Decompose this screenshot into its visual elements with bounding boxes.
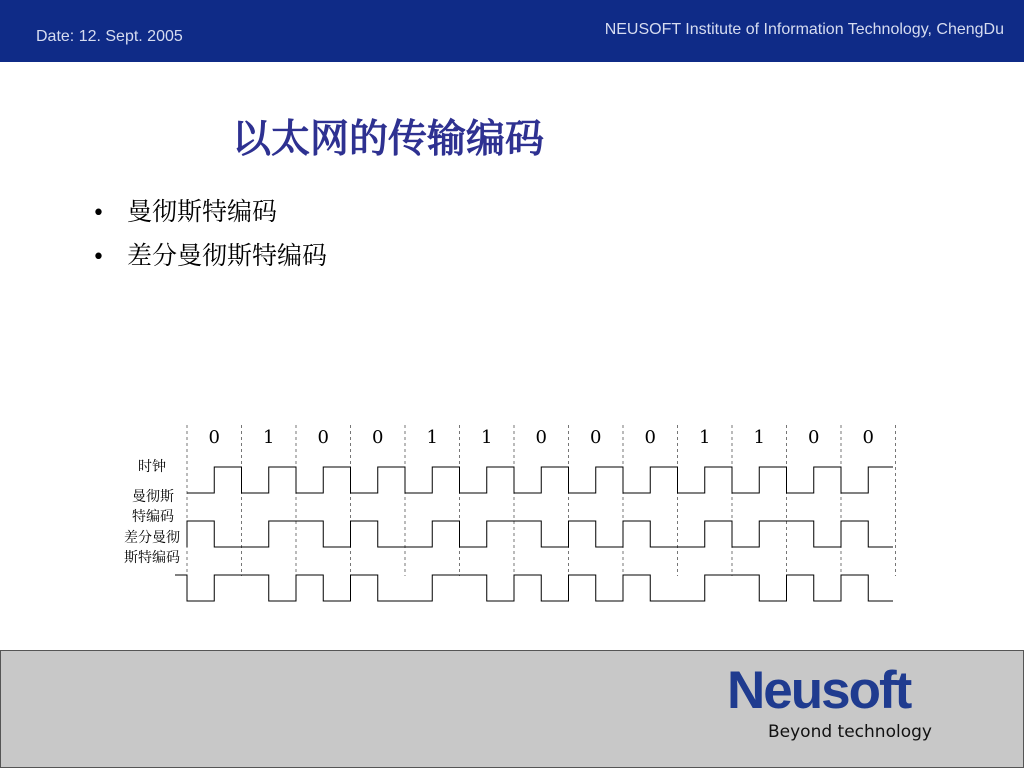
bit-label: 0 — [208, 427, 220, 448]
bit-label: 0 — [590, 427, 602, 448]
header-bar — [0, 0, 1024, 62]
bullet-item — [92, 194, 327, 238]
row-label: 差分曼彻 — [124, 530, 180, 546]
row-labels — [124, 459, 180, 566]
bullet-text: 差分曼彻斯特编码 — [127, 241, 328, 270]
bit-labels — [209, 427, 874, 448]
bit-label: 0 — [644, 427, 656, 448]
slide-title: 以太网的传输编码 — [232, 117, 545, 162]
bullet-list — [92, 194, 327, 282]
row-label: 时钟 — [138, 459, 166, 475]
bit-label: 1 — [481, 427, 493, 448]
logo-tagline: Beyond technology — [768, 722, 932, 742]
row-label: 斯特编码 — [124, 550, 180, 566]
bit-label: 0 — [535, 427, 547, 448]
neusoft-logo: Neusoft — [727, 661, 911, 720]
clock-waveform — [187, 467, 893, 493]
bullet-icon: • — [92, 245, 105, 270]
bit-label: 0 — [317, 427, 329, 448]
bullet-item — [92, 238, 327, 282]
bit-label: 1 — [426, 427, 438, 448]
bit-label: 0 — [862, 427, 874, 448]
differential-manchester-waveform — [175, 575, 893, 601]
bullet-text: 曼彻斯特编码 — [127, 197, 278, 226]
row-label: 曼彻斯 — [132, 489, 174, 505]
bit-label: 0 — [372, 427, 384, 448]
bit-label: 1 — [699, 427, 711, 448]
bullet-icon: • — [92, 201, 105, 226]
row-label: 特编码 — [132, 509, 174, 525]
encoding-diagram — [0, 410, 1024, 610]
header-institute: NEUSOFT Institute of Information Technology, ChengDu — [604, 21, 1004, 38]
bit-label: 1 — [263, 427, 275, 448]
header-date: Date: 12. Sept. 2005 — [36, 28, 183, 45]
bit-label: 1 — [753, 427, 765, 448]
bit-label: 0 — [808, 427, 820, 448]
manchester-waveform — [187, 521, 893, 547]
